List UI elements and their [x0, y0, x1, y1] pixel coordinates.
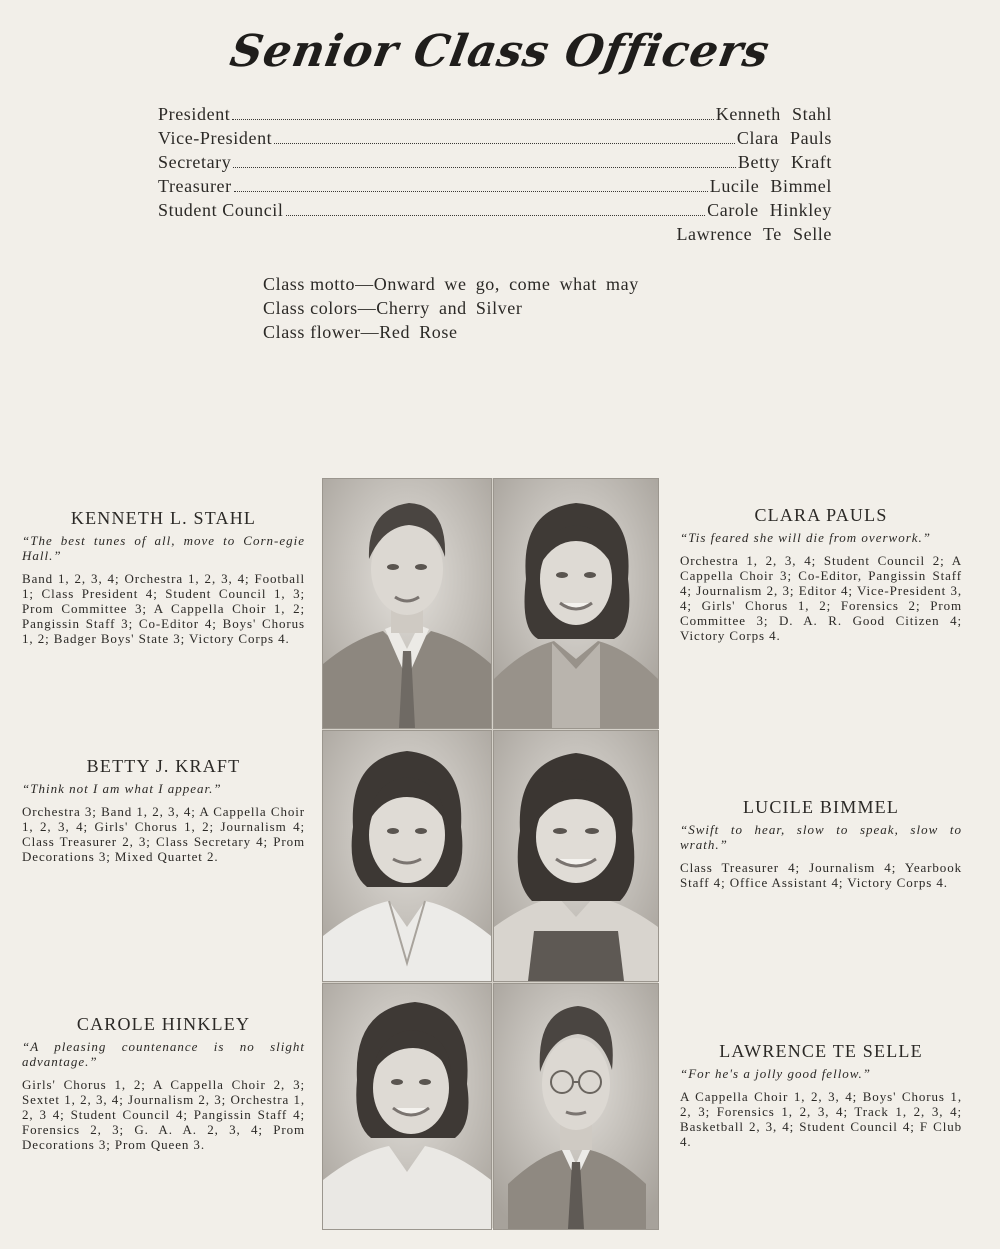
- portrait-photo: [322, 730, 492, 982]
- senior-bio: [22, 756, 305, 864]
- flower-value: Red Rose: [379, 322, 458, 342]
- dot-leader: [274, 143, 735, 144]
- class-info: [263, 274, 639, 346]
- senior-name: LUCILE BIMMEL: [742, 797, 900, 817]
- officer-name: Lucile Bimmel: [709, 176, 832, 196]
- portrait-image: [323, 479, 491, 728]
- motto-label: Class motto—: [263, 274, 374, 294]
- dot-leader: [233, 167, 736, 168]
- portrait-image: [494, 479, 658, 728]
- senior-activities: Orchestra 3; Band 1, 2, 3, 4; A Cappella Choir 1, 2, 3, 4; Girls' Chorus 1, 2; Journalism 4; Class Treasurer 2, 3; Class Secretary 4; Prom Decorations 3; Mixed Quartet 2.: [22, 804, 305, 864]
- senior-name: CLARA PAULS: [754, 505, 888, 525]
- portrait-image: [494, 731, 658, 981]
- senior-quote: “Think not I am what I appear.”: [22, 781, 222, 796]
- senior-activities: Girls' Chorus 1, 2; A Cappella Choir 2, 3; Sextet 1, 2, 3, 4; Journalism 2, 3; Orchestra 1, 2, 3 4; Student Council 4; Pangissin Staff 4; Forensics 2, 3; G. A. A. 2, 3, 4; Prom Decorations 3; Prom Queen 3.: [22, 1077, 305, 1152]
- officer-row: [158, 104, 832, 128]
- officer-row: [158, 176, 832, 200]
- officer-name: Betty Kraft: [737, 152, 832, 172]
- portrait-photo: [322, 983, 492, 1230]
- officer-name: Kenneth Stahl: [715, 104, 832, 124]
- senior-activities: Orchestra 1, 2, 3, 4; Student Council 2; A Cappella Choir 3; Co-Editor, Pangissin Staff 4; Journalism 2, 3; Editor 4; Vice-President 3, 4; Girls' Chorus 1, 2; Forensics 2; Prom Committee 3; D. A. R. Good Citizen 4; Victory Corps 4.: [680, 553, 962, 643]
- portrait-photo: [493, 730, 659, 982]
- officer-row-extra: [158, 224, 832, 248]
- colors-value: Cherry and Silver: [376, 298, 523, 318]
- page-title: Senior Class Officers: [226, 26, 774, 77]
- portrait-grid: [322, 478, 658, 1228]
- senior-quote: “For he's a jolly good fellow.”: [680, 1066, 871, 1081]
- officer-role: Secretary: [158, 152, 232, 172]
- senior-activities: Class Treasurer 4; Journalism 4; Yearbook Staff 4; Office Assistant 4; Victory Corps 4.: [680, 860, 962, 890]
- senior-activities: A Cappella Choir 1, 2, 3, 4; Boys' Chorus 1, 2, 3; Forensics 1, 2, 3, 4; Track 1, 2, 3, 4; Basketball 2, 3, 4; Student Council 4; F Club 4.: [680, 1089, 962, 1149]
- senior-bio: [680, 1041, 962, 1149]
- senior-bio: [680, 797, 962, 890]
- portrait-image: [323, 984, 491, 1229]
- senior-quote: “A pleasing countenance is no slight advantage.”: [22, 1039, 305, 1069]
- senior-activities: Band 1, 2, 3, 4; Orchestra 1, 2, 3, 4; Football 1; Class President 4; Student Council 1, 3; Prom Committee 3; A Cappella Choir 1, 2; Pangissin Staff 3; Co-Editor 4; Boys' Chorus 1, 2; Badger Boys' State 3; Victory Corps 4.: [22, 571, 305, 646]
- dot-leader: [286, 215, 706, 216]
- senior-bio: [22, 1014, 305, 1152]
- class-colors: [263, 298, 639, 322]
- officer-name: Carole Hinkley: [707, 200, 832, 220]
- senior-name: LAWRENCE TE SELLE: [719, 1041, 923, 1061]
- senior-quote: “The best tunes of all, move to Corn-egie Hall.”: [22, 533, 305, 563]
- portrait-image: [323, 731, 491, 981]
- dot-leader: [234, 191, 708, 192]
- officer-name: Lawrence Te Selle: [676, 224, 832, 244]
- portrait-photo: [322, 478, 492, 729]
- senior-bio: [680, 505, 962, 643]
- senior-name: KENNETH L. STAHL: [70, 508, 257, 528]
- colors-label: Class colors—: [263, 298, 377, 318]
- class-motto: [263, 274, 639, 298]
- officer-role: Vice-President: [158, 128, 273, 148]
- senior-bio: [22, 508, 305, 646]
- flower-label: Class flower—: [263, 322, 380, 342]
- officers-list: [158, 104, 832, 248]
- officer-row: [158, 200, 832, 224]
- officer-role: President: [158, 104, 231, 124]
- officer-role: Student Council: [158, 200, 284, 220]
- senior-quote: “Tis feared she will die from overwork.”: [680, 530, 932, 545]
- dot-leader: [232, 119, 713, 120]
- portrait-image: [494, 984, 658, 1229]
- class-flower: [263, 322, 639, 346]
- senior-name: CAROLE HINKLEY: [76, 1014, 251, 1034]
- senior-name: BETTY J. KRAFT: [86, 756, 241, 776]
- officer-name: Clara Pauls: [736, 128, 832, 148]
- senior-quote: “Swift to hear, slow to speak, slow to wrath.”: [680, 822, 962, 852]
- motto-value: Onward we go, come what may: [373, 274, 639, 294]
- officer-role: Treasurer: [158, 176, 232, 196]
- portrait-photo: [493, 478, 659, 729]
- officer-row: [158, 128, 832, 152]
- officer-row: [158, 152, 832, 176]
- portrait-photo: [493, 983, 659, 1230]
